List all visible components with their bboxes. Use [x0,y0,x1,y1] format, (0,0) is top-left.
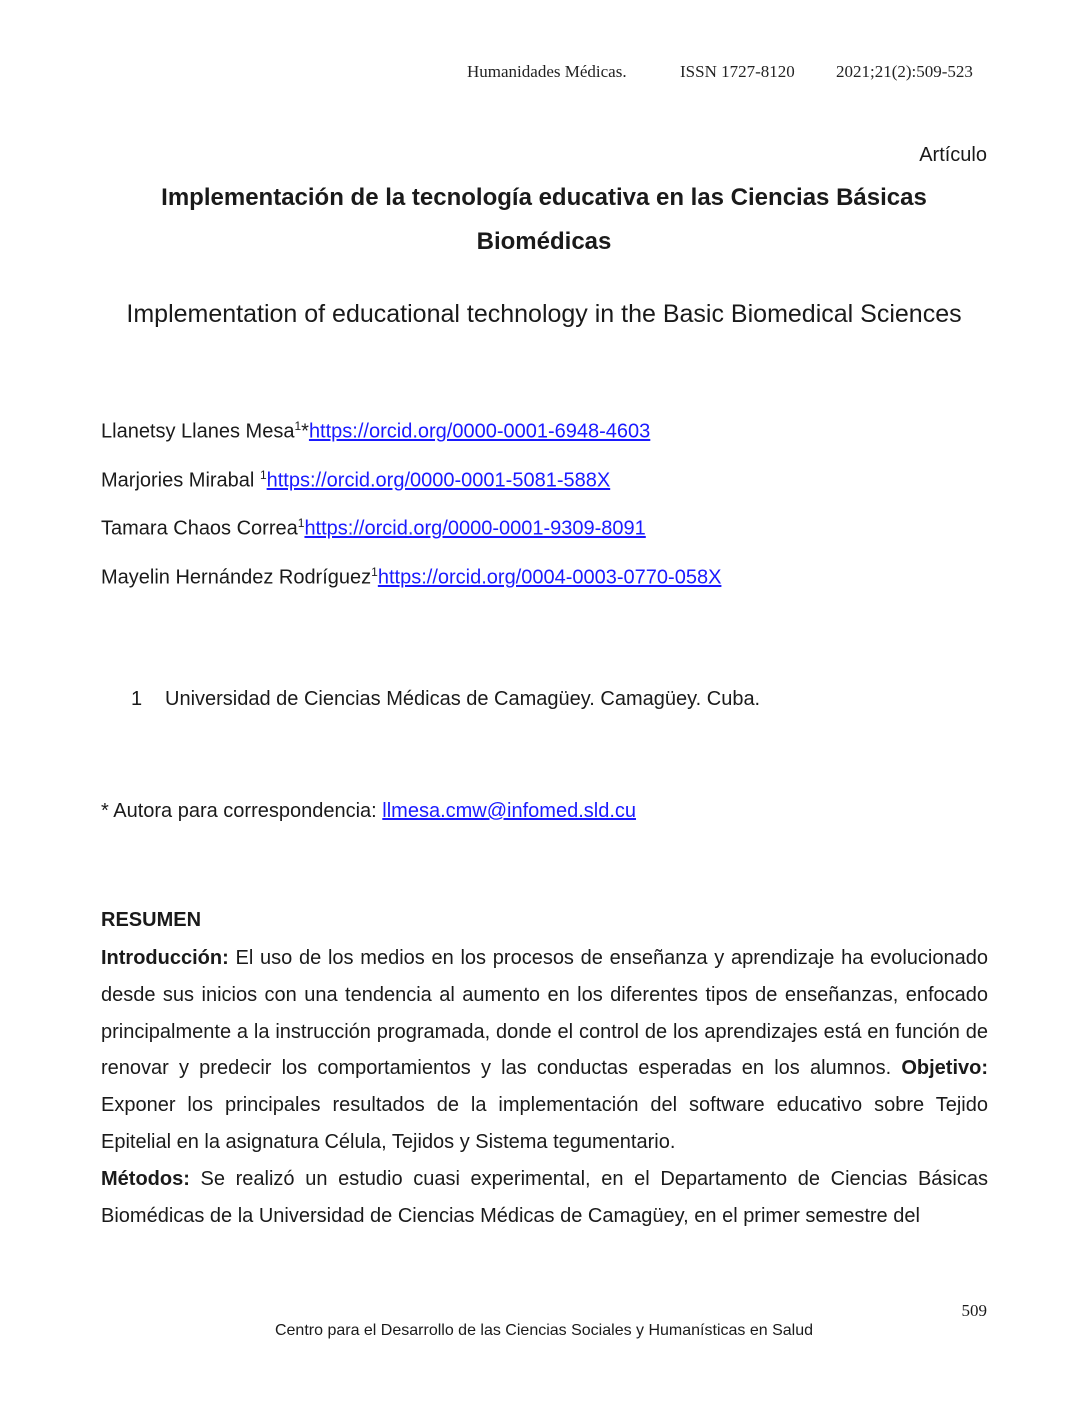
abstract-body [101,940,988,1234]
citation-reference: 2021;21(2):509-523 [836,62,973,81]
author-line [101,565,721,590]
footer: Centro para el Desarrollo de las Ciencias Sociales y Humanísticas en Salud [274,1322,814,1339]
title-spanish-line-1: Implementación de la tecnología educativa en las Ciencias Básicas [161,184,927,211]
corresponding-mark: * [301,420,309,443]
correspondence [101,800,636,823]
issn: ISSN 1727-8120 [680,62,795,81]
abstract-heading: RESUMEN [101,909,202,931]
affiliation [131,688,760,711]
author-name: Llanetsy Llanes Mesa [101,420,295,443]
author-line [101,468,610,493]
abstract-paragraph-intro [101,940,988,1161]
author-name: Marjories Mirabal [101,469,260,492]
author-name: Tamara Chaos Correa [101,517,298,540]
affiliation-sup: 1 [259,468,267,482]
title-spanish [100,176,988,264]
intro-label: Introducción: [101,947,229,969]
affiliation-sup: 1 [297,516,305,530]
objective-label: Objetivo: [901,1057,988,1080]
affiliation-sup: 1 [371,565,378,579]
orcid-link[interactable]: https://orcid.org/0000-0001-9309-8091 [304,517,646,540]
title-spanish-line-2: Biomédicas [476,228,612,255]
affiliation-text: Universidad de Ciencias Médicas de Camagüey. Camagüey. Cuba. [165,688,761,710]
methods-text: Se realizó un estudio cuasi experimental, en el Departamento de Ciencias Básicas Biomédicas de la Universidad de Ciencias Médicas de Camagüey, en el primer semestre del [101,1167,988,1227]
orcid-link[interactable]: https://orcid.org/0004-0003-0770-058X [377,566,722,589]
orcid-link[interactable]: https://orcid.org/0000-0001-6948-4603 [308,420,651,443]
affiliation-number: 1 [131,688,143,710]
journal-name: Humanidades Médicas. [467,62,627,81]
author-name: Mayelin Hernández Rodríguez [101,566,372,589]
objective-text: Exponer los principales resultados de la implementación del software educativo sobre Tejido Epitelial en la asignatura Célula, Tejidos y Sistema tegumentario. [101,1094,988,1153]
article-type: Artículo [919,144,987,166]
correspondence-label: * Autora para correspondencia: [101,800,383,822]
abstract-paragraph-methods [101,1161,988,1235]
correspondence-email-link[interactable]: llmesa.cmw@infomed.sld.cu [382,800,637,822]
methods-label: Métodos: [101,1167,190,1190]
page-number: 509 [961,1301,987,1320]
intro-text: El uso de los medios en los procesos de enseñanza y aprendizaje ha evolucionado desde sus inicios con una tendencia al aumento en los diferentes tipos de enseñanzas, enfocado principalmente a la instrucción programada, donde el control de los aprendizajes está en función de renovar y predecir los comportamientos y las conductas esperadas en los alumnos. [101,947,988,1080]
author-line [101,516,646,541]
title-english: Implementation of educational technology in the Basic Biomedical Sciences [126,300,962,328]
orcid-link[interactable]: https://orcid.org/0000-0001-5081-588X [266,469,611,492]
affiliation-sup: 1 [294,419,302,433]
author-line [101,419,650,444]
